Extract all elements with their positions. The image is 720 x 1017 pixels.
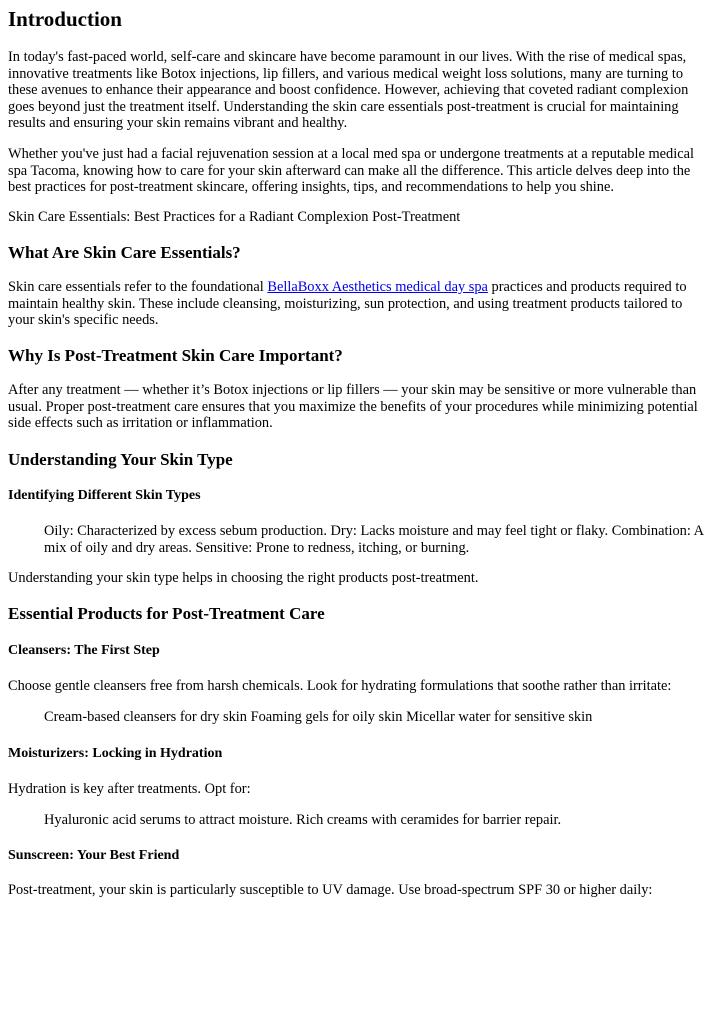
skin-types-subheading: Identifying Different Skin Types [8,488,201,503]
importance-heading: Why Is Post-Treatment Skin Care Important? [8,346,343,365]
essentials-heading: What Are Skin Care Essentials? [8,243,241,262]
importance-paragraph: After any treatment — whether it’s Botox injections or lip fillers — your skin may be sensitive or more vulnerable than usual. Proper post-treatment care ensures that you maximize the benefits of your procedures while minimizing potential side effects such as irritation or inflammation. [8,382,698,432]
moisturizers-list: Hyaluronic acid serums to attract moisture. Rich creams with ceramides for barrier repair. [44,812,562,828]
essentials-text-after: practices and products required to maintain healthy skin. These include cleansing, moisturizing, sun protection, and using treatment products tailored to your skin's specific needs. [8,279,687,329]
moisturizers-heading: Moisturizers: Locking in Hydration [8,746,223,761]
essentials-text-before: Skin care essentials refer to the foundational [8,279,268,295]
sunscreen-heading: Sunscreen: Your Best Friend [8,848,180,863]
products-heading: Essential Products for Post-Treatment Care [8,604,325,623]
intro-paragraph-1: In today's fast-paced world, self-care and skincare have become paramount in our lives. With the rise of medical spas, innovative treatments like Botox injections, lip fillers, and various medical weight loss solutions, many are turning to these avenues to enhance their appearance and boost confidence. However, achieving that coveted radiant complexion goes beyond just the treatment itself. Understanding the skin care essentials post-treatment is crucial for maintaining results and ensuring your skin remains vibrant and healthy. [8,49,689,132]
essentials-paragraph [8,279,712,329]
skin-types-list: Oily: Characterized by excess sebum production. Dry: Lacks moisture and may feel tight or flaky. Combination: A mix of oily and dry areas. Sensitive: Prone to redness, itching, or burning. [44,523,704,556]
spa-link[interactable]: BellaBoxx Aesthetics medical day spa [267,279,488,295]
cleansers-paragraph: Choose gentle cleansers free from harsh chemicals. Look for hydrating formulations that soothe rather than irritate: [8,678,672,694]
intro-paragraph-2: Whether you've just had a facial rejuvenation session at a local med spa or undergone treatments at a reputable medical spa Tacoma, knowing how to care for your skin afterward can make all the difference. This article delves deep into the best practices for post-treatment skincare, offering insights, tips, and recommendations to help you shine. [8,146,695,196]
skin-type-heading: Understanding Your Skin Type [8,450,233,469]
sunscreen-paragraph: Post-treatment, your skin is particularly susceptible to UV damage. Use broad-spectrum SPF 30 or higher daily: [8,882,653,898]
cleansers-heading: Cleansers: The First Step [8,643,160,658]
article-subtitle: Skin Care Essentials: Best Practices for a Radiant Complexion Post-Treatment [8,209,461,225]
skin-type-paragraph: Understanding your skin type helps in choosing the right products post-treatment. [8,570,479,586]
cleansers-list: Cream-based cleansers for dry skin Foaming gels for oily skin Micellar water for sensitive skin [44,709,593,725]
moisturizers-paragraph: Hydration is key after treatments. Opt for: [8,781,251,797]
intro-heading: Introduction [8,7,122,31]
